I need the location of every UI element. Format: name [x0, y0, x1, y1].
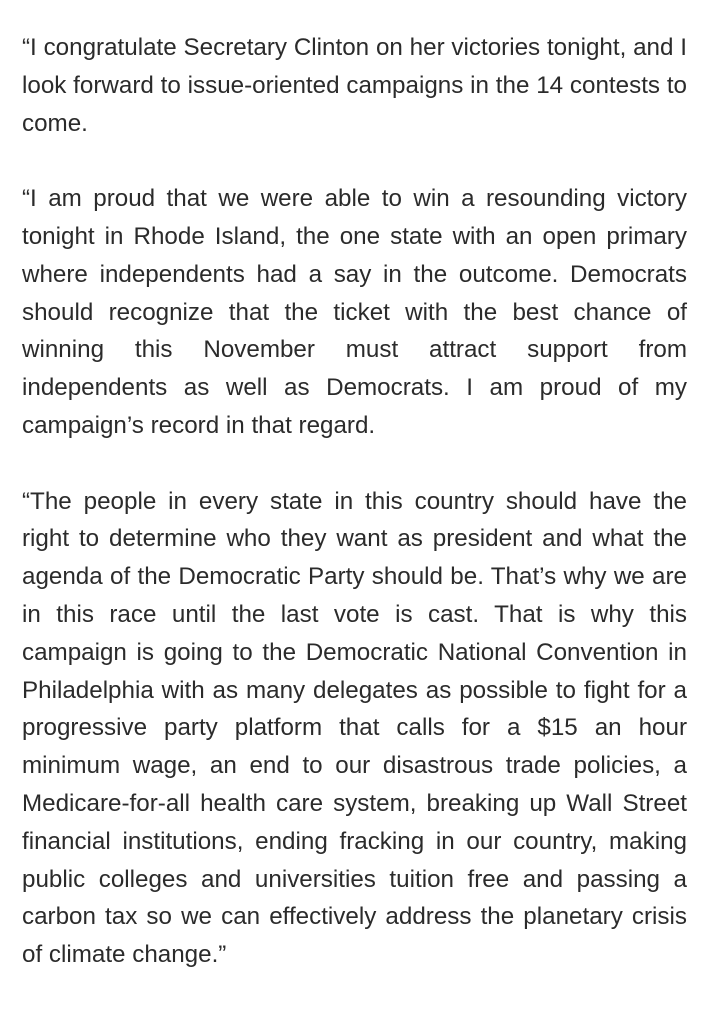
statement-text: [22, 29, 687, 974]
statement-paragraph-2: “I am proud that we were able to win a resounding victory tonight in Rhode Island, the one state with an open primary where independents had a say in the outcome. Democrats should recognize that the ticket with the best chance of winning this November must attract support from independents as well as Democrats. I am proud of my campaign’s record in that regard.: [22, 185, 687, 439]
statement-paragraph-3: “The people in every state in this country should have the right to determine who they want as president and what the agenda of the Democratic Party should be. That’s why we are in this race until the last vote is cast. That is why this campaign is going to the Democratic National Convention in Philadelphia with as many delegates as possible to fight for a progressive party platform that calls for a $15 an hour minimum wage, an end to our disastrous trade policies, a Medicare-for-all health care system, breaking up Wall Street financial institutions, ending fracking in our country, making public colleges and universities tuition free and passing a carbon tax so we can effectively address the planetary crisis of climate change.”: [22, 487, 687, 969]
statement-paragraph-1: “I congratulate Secretary Clinton on her victories tonight, and I look forward to issue-oriented campaigns in the 14 contests to come.: [22, 34, 687, 137]
